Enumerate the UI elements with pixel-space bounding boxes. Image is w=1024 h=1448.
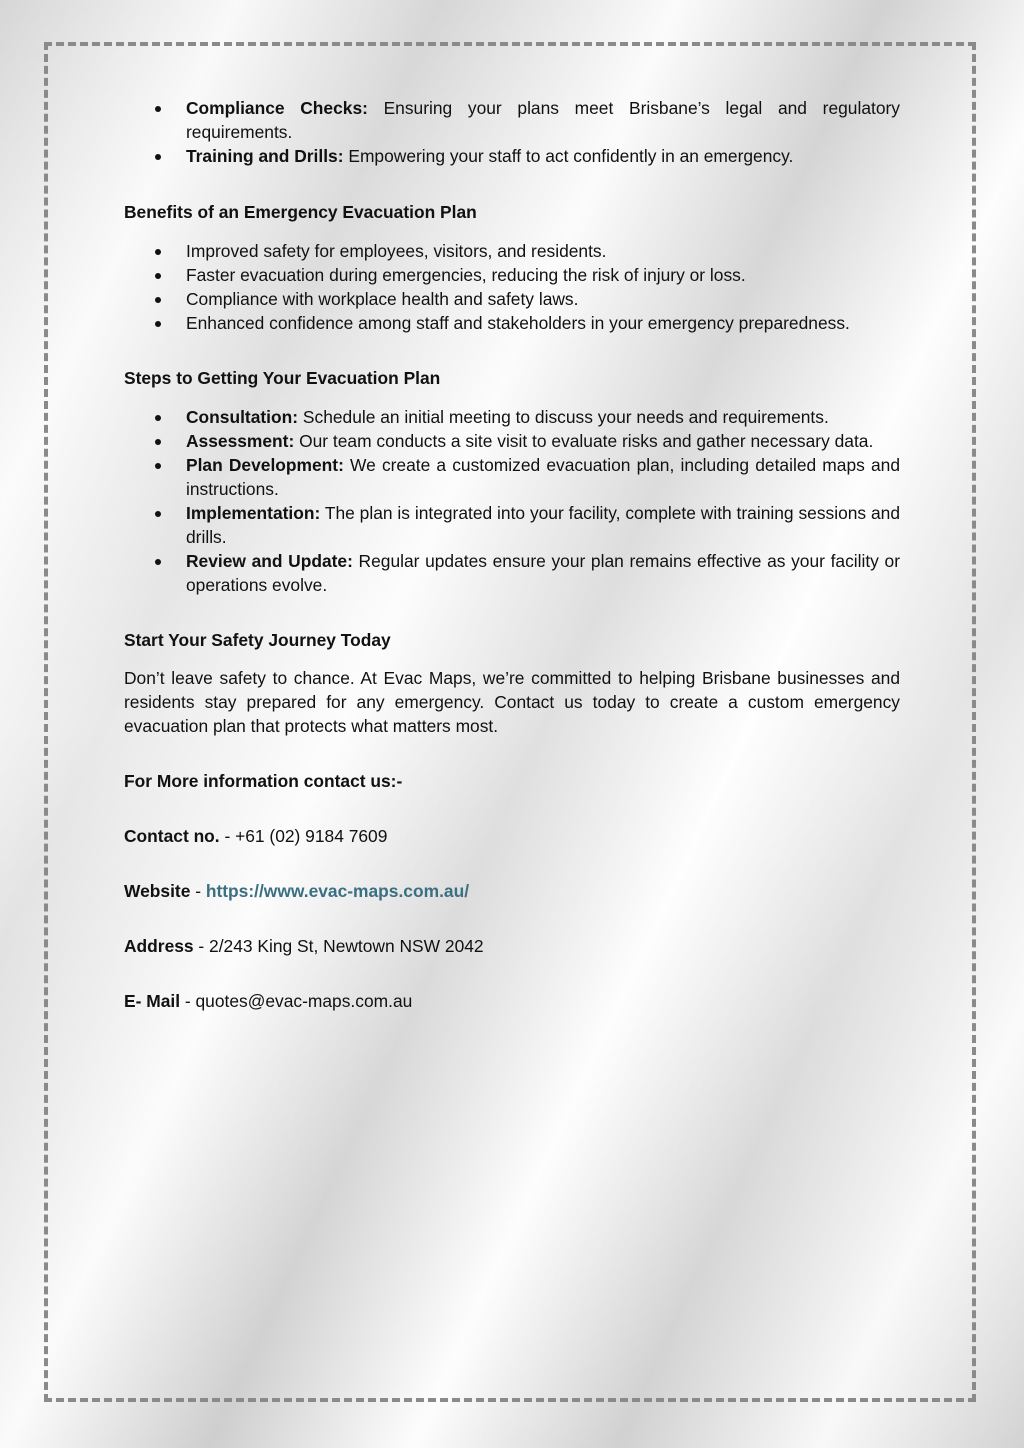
journey-paragraph: Don’t leave safety to chance. At Evac Maps, we’re committed to helping Brisbane businesses and residents stay prepared for any emergency. Contact us today to create a custom emergency evacuation plan that protects what matters most. [124, 668, 900, 736]
list-item: Implementation: The plan is integrated into your facility, complete with training sessions and drills. [124, 501, 900, 549]
list-item: Improved safety for employees, visitors, and residents. [124, 239, 900, 263]
benefits-heading: Benefits of an Emergency Evacuation Plan [124, 202, 477, 222]
benefits-list [124, 239, 900, 335]
contact-email: E- Mail - quotes@evac-maps.com.au [124, 991, 413, 1011]
list-item: Compliance Checks: Ensuring your plans meet Brisbane’s legal and regulatory requirements. [124, 96, 900, 144]
contact-website: Website - https://www.evac-maps.com.au/ [124, 881, 470, 901]
document-body [124, 96, 900, 1013]
journey-heading: Start Your Safety Journey Today [124, 630, 391, 650]
list-item: Compliance with workplace health and safety laws. [124, 287, 900, 311]
list-item: Plan Development: We create a customized evacuation plan, including detailed maps and instructions. [124, 453, 900, 501]
website-link[interactable]: https://www.evac-maps.com.au/ [205, 881, 470, 901]
steps-list [124, 405, 900, 597]
steps-heading: Steps to Getting Your Evacuation Plan [124, 368, 441, 388]
list-item: Enhanced confidence among staff and stakeholders in your emergency preparedness. [124, 311, 900, 335]
contact-heading: For More information contact us:- [124, 771, 403, 791]
list-item: Assessment: Our team conducts a site visit to evaluate risks and gather necessary data. [124, 429, 900, 453]
list-item: Faster evacuation during emergencies, reducing the risk of injury or loss. [124, 263, 900, 287]
intro-list [124, 96, 900, 168]
contact-phone: Contact no. - +61 (02) 9184 7609 [124, 826, 388, 846]
list-item: Consultation: Schedule an initial meeting to discuss your needs and requirements. [124, 405, 900, 429]
list-item: Training and Drills: Empowering your staff to act confidently in an emergency. [124, 144, 900, 168]
list-item: Review and Update: Regular updates ensure your plan remains effective as your facility or operations evolve. [124, 549, 900, 597]
contact-address: Address - 2/243 King St, Newtown NSW 2042 [124, 936, 484, 956]
